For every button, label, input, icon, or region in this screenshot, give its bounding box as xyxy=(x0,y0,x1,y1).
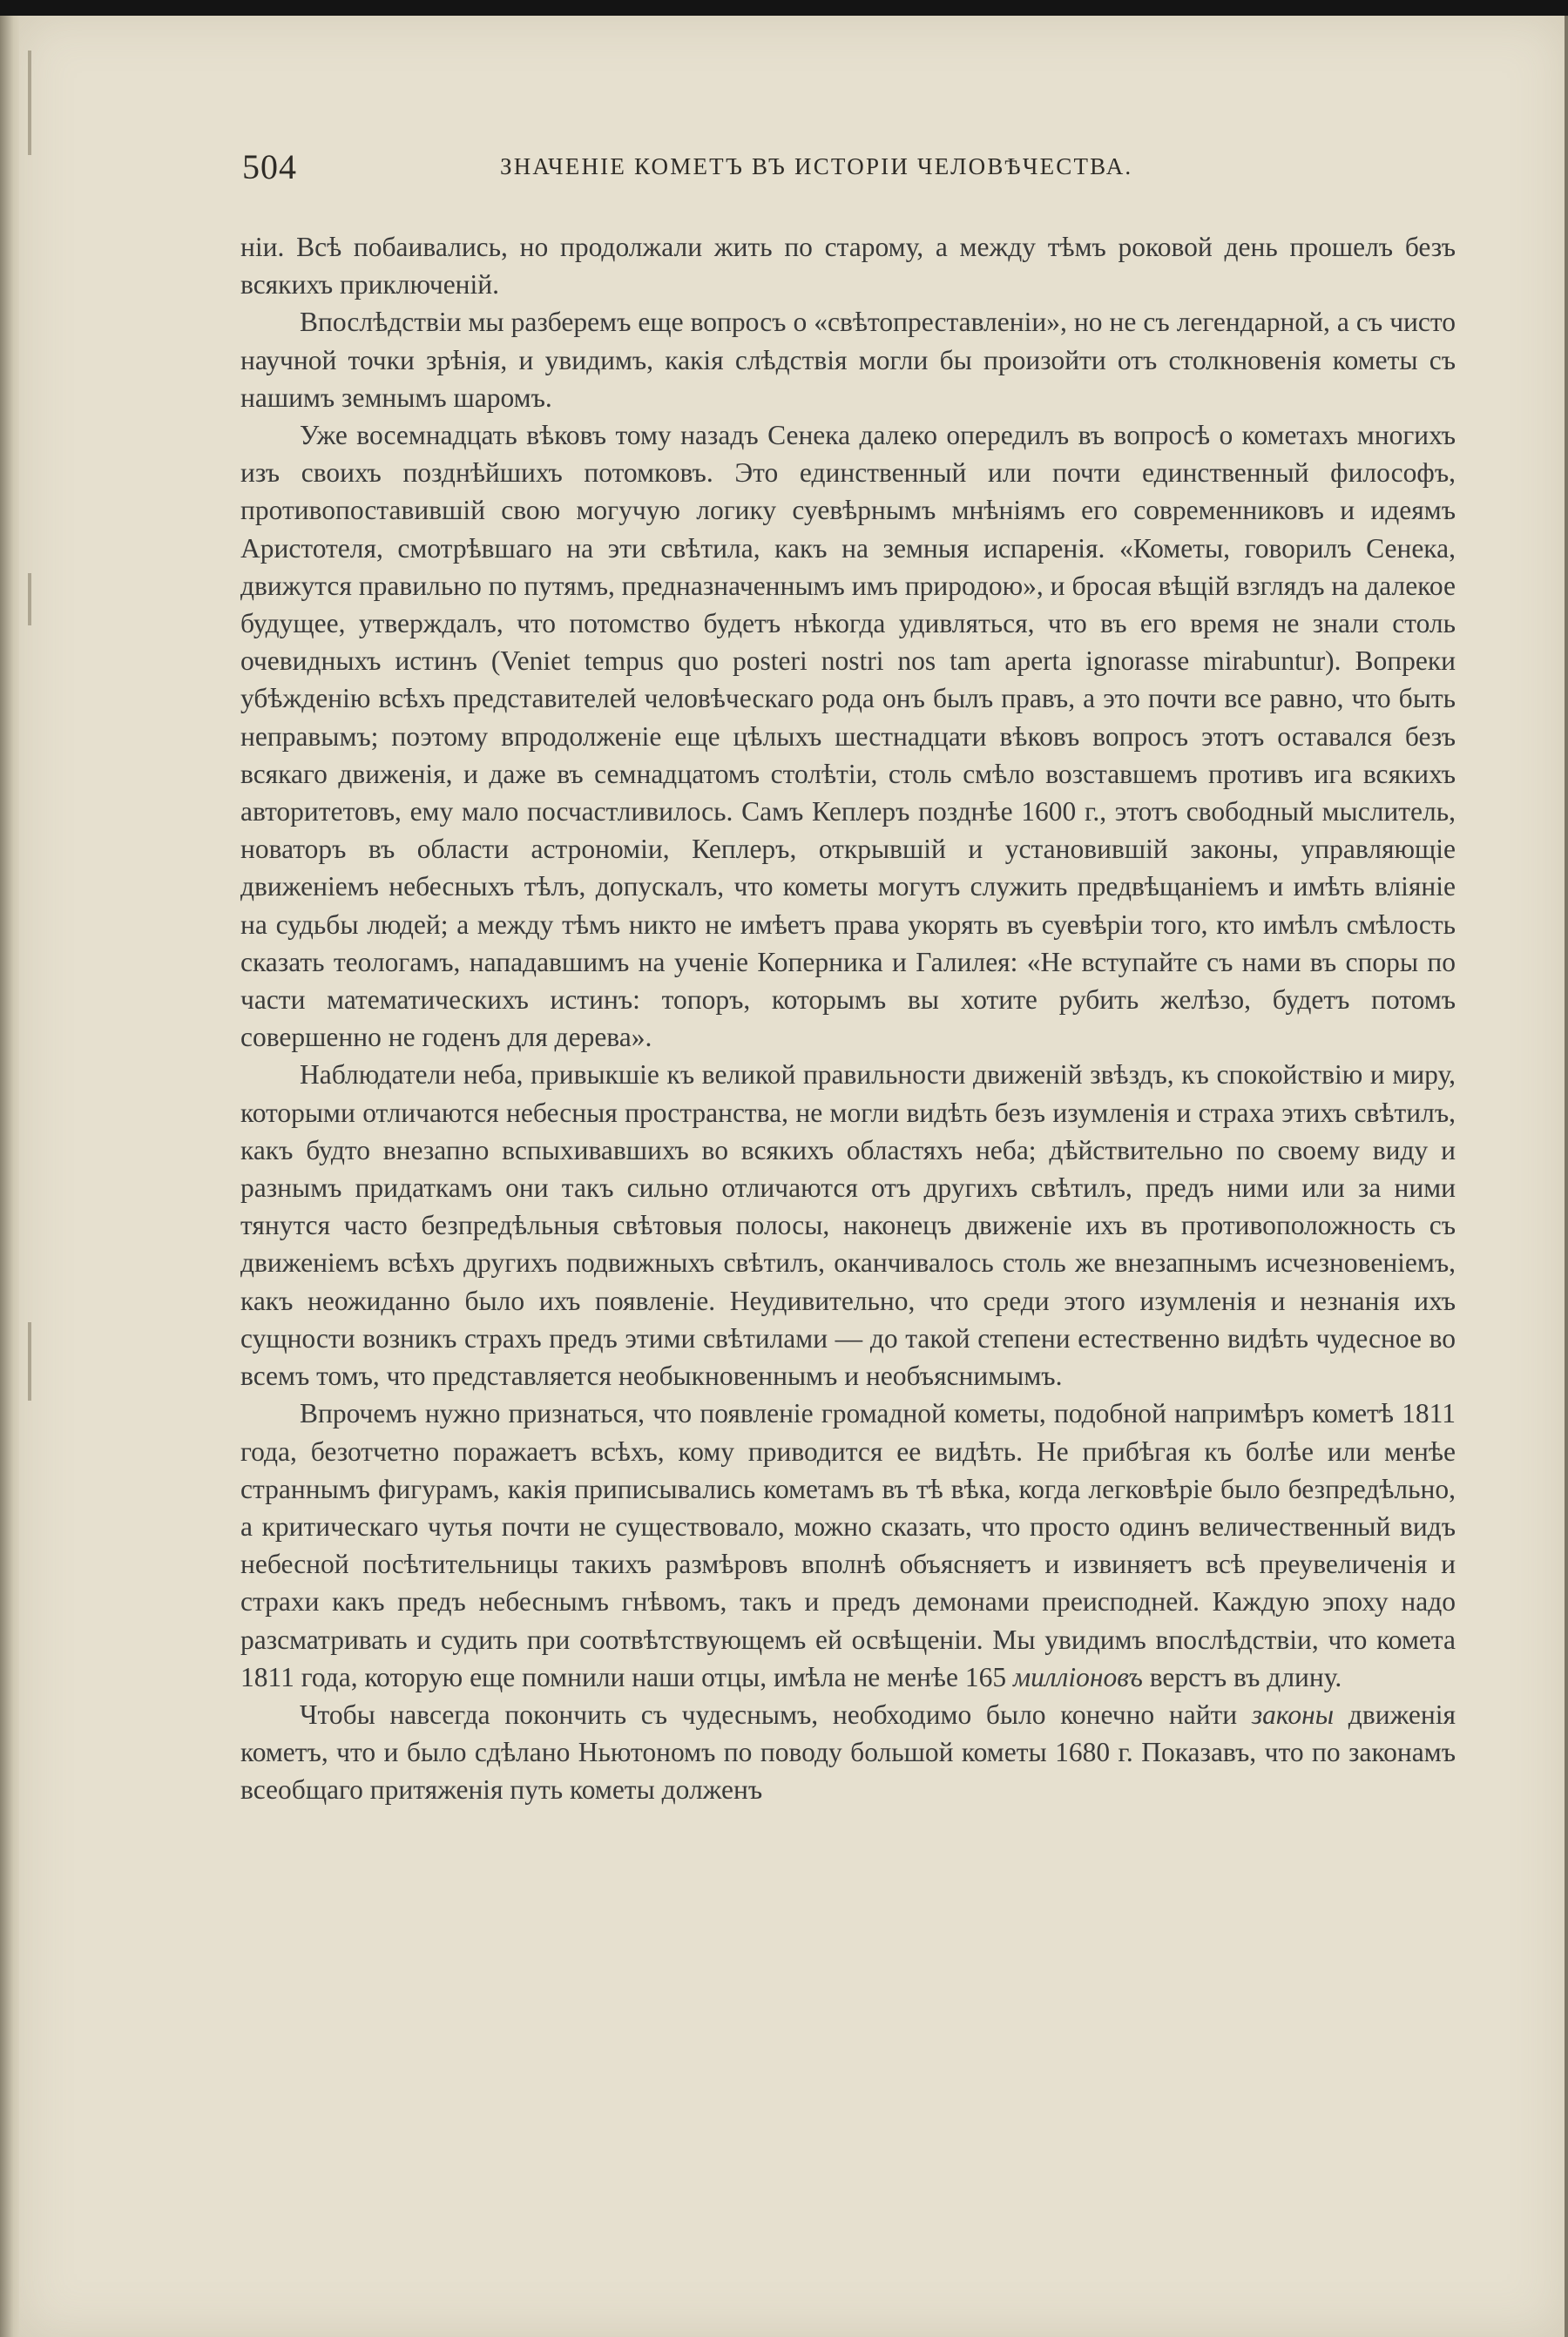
binding-mark xyxy=(28,573,31,625)
paragraph-6 xyxy=(240,1696,1456,1809)
running-title: ЗНАЧЕНІЕ КОМЕТЪ ВЪ ИСТОРІИ ЧЕЛОВѢЧЕСТВА. xyxy=(500,153,1133,179)
paragraph-6-text: Чтобы навсегда покончить съ чудеснымъ, необходимо было конечно найти xyxy=(300,1699,1252,1730)
body-text xyxy=(240,228,1456,1809)
paragraph-5-end: верстъ въ длину. xyxy=(1142,1661,1342,1692)
paragraph-4: Наблюдатели неба, привыкшіе къ великой правильности движеній звѣздъ, къ спокойствію и миру, которыми отличаются небесныя пространства, не могли видѣть безъ изумленія и страха этихъ свѣтилъ, какъ будто внезапно вспыхивавшихъ во всякихъ областяхъ неба; дѣйствительно по своему виду и разнымъ придаткамъ они такъ сильно отличаются отъ другихъ свѣтилъ, предъ ними или за ними тянутся часто безпредѣльныя свѣтовыя полосы, наконецъ движеніе ихъ въ противоположность съ движеніемъ всѣхъ другихъ подвижныхъ свѣтилъ, оканчивалось столь же внезапнымъ исчезновеніемъ, какъ неожиданно было ихъ появленіе. Неудивительно, что среди этого изумленія и незнанія ихъ сущности возникъ страхъ предъ этими свѣтилами — до такой степени естественно видѣть чудесное во всемъ томъ, что представляется необыкновеннымъ и необъяснимымъ. xyxy=(240,1059,1456,1392)
binding-mark xyxy=(28,51,31,155)
page-right-edge xyxy=(1565,16,1568,2337)
paragraph-3: Уже восемнадцать вѣковъ тому назадъ Сенека далеко опередилъ въ вопросѣ о кометахъ многихъ изъ своихъ позднѣйшихъ потомковъ. Это единственный или почти единственный философъ, противопоставившій свою могучую логику суевѣрнымъ мнѣніямъ его современниковъ и идеямъ Аристотеля, смотрѣвшаго на эти свѣтила, какъ на земныя испаренія. «Кометы, говорилъ Сенека, движутся правильно по путямъ, предназначеннымъ имъ природою», и бросая вѣщій взглядъ на далекое будущее, утверждалъ, что потомство будетъ нѣкогда удивляться, что въ его время не знали столь очевидныхъ истинъ (Veniet tempus quo posteri nostri nos tam aperta ignorasse mirabuntur). Вопреки убѣжденію всѣхъ представителей человѣческаго рода онъ былъ правъ, а это почти все равно, что быть неправымъ; поэтому впродолженіе еще цѣлыхъ шестнадцати вѣковъ вопросъ этотъ оставался безъ всякаго движенія, и даже въ семнадцатомъ столѣтіи, столь смѣло возставшемъ противъ ига всякихъ авторитетовъ, ему мало посчастливилось. Самъ Кеплеръ позднѣе 1600 г., этотъ свободный мыслитель, новаторъ въ области астрономіи, Кеплеръ, открывшій и установившій законы, управляющіе движеніемъ небесныхъ тѣлъ, допускалъ, что кометы могутъ служить предвѣщаніемъ и имѣть вліяніе на судьбы людей; а между тѣмъ никто не имѣетъ права укорять въ суевѣріи того, кто имѣлъ смѣлость сказать теологамъ, нападавшимъ на ученіе Коперника и Галилея: «Не вступайте съ нами въ споры по части математическихъ истинъ: топоръ, которымъ вы хотите рубить желѣзо, будетъ потомъ совершенно не годенъ для дерева». xyxy=(240,420,1456,1053)
paragraph-6-end: движенія кометъ, что и было сдѣлано Ньютономъ по поводу большой кометы 1680 г. Показавъ, что по законамъ всеобщаго притяженія путь кометы долженъ xyxy=(240,1699,1456,1806)
emphasis-millions: милліоновъ xyxy=(1013,1661,1143,1692)
page-number: 504 xyxy=(242,147,297,186)
scanner-top-border xyxy=(0,0,1568,16)
emphasis-laws: законы xyxy=(1251,1699,1335,1730)
binding-mark xyxy=(28,1322,31,1401)
paragraph-1: ніи. Всѣ побаивались, но продолжали жить по старому, а между тѣмъ роковой день прошелъ безъ всякихъ приключеній. xyxy=(240,232,1456,301)
paragraph-2: Впослѣдствіи мы разберемъ еще вопросъ о «свѣтопреставленіи», но не съ легендарной, а съ чисто научной точки зрѣнія, и увидимъ, какія слѣдствія могли бы произойти отъ столкновенія кометы съ нашимъ земнымъ шаромъ. xyxy=(240,307,1456,413)
paragraph-5-text: Впрочемъ нужно признаться, что появленіе громадной кометы, подобной напримѣръ кометѣ 1811 года, безотчетно поражаетъ всѣхъ, кому приводится ее видѣть. Не прибѣгая къ болѣе или менѣе страннымъ фигурамъ, какія приписывались кометамъ въ тѣ вѣка, когда легковѣріе было безпредѣльно, а критическаго чутья почти не существовало, можно сказать, что просто одинъ величественный видъ небесной посѣтительницы такихъ размѣровъ вполнѣ объясняетъ и извиняетъ всѣ преувеличенія и страхи какъ предъ небеснымъ гнѣвомъ, такъ и предъ демонами преисподней. Каждую эпоху надо разсматривать и судить при соотвѣтствующемъ ей освѣщеніи. Мы увидимъ впослѣдствіи, что комета 1811 года, которую еще помнили наши отцы, имѣла не менѣе 165 xyxy=(240,1398,1456,1692)
page-header xyxy=(230,146,1467,185)
paragraph-5 xyxy=(240,1395,1456,1696)
